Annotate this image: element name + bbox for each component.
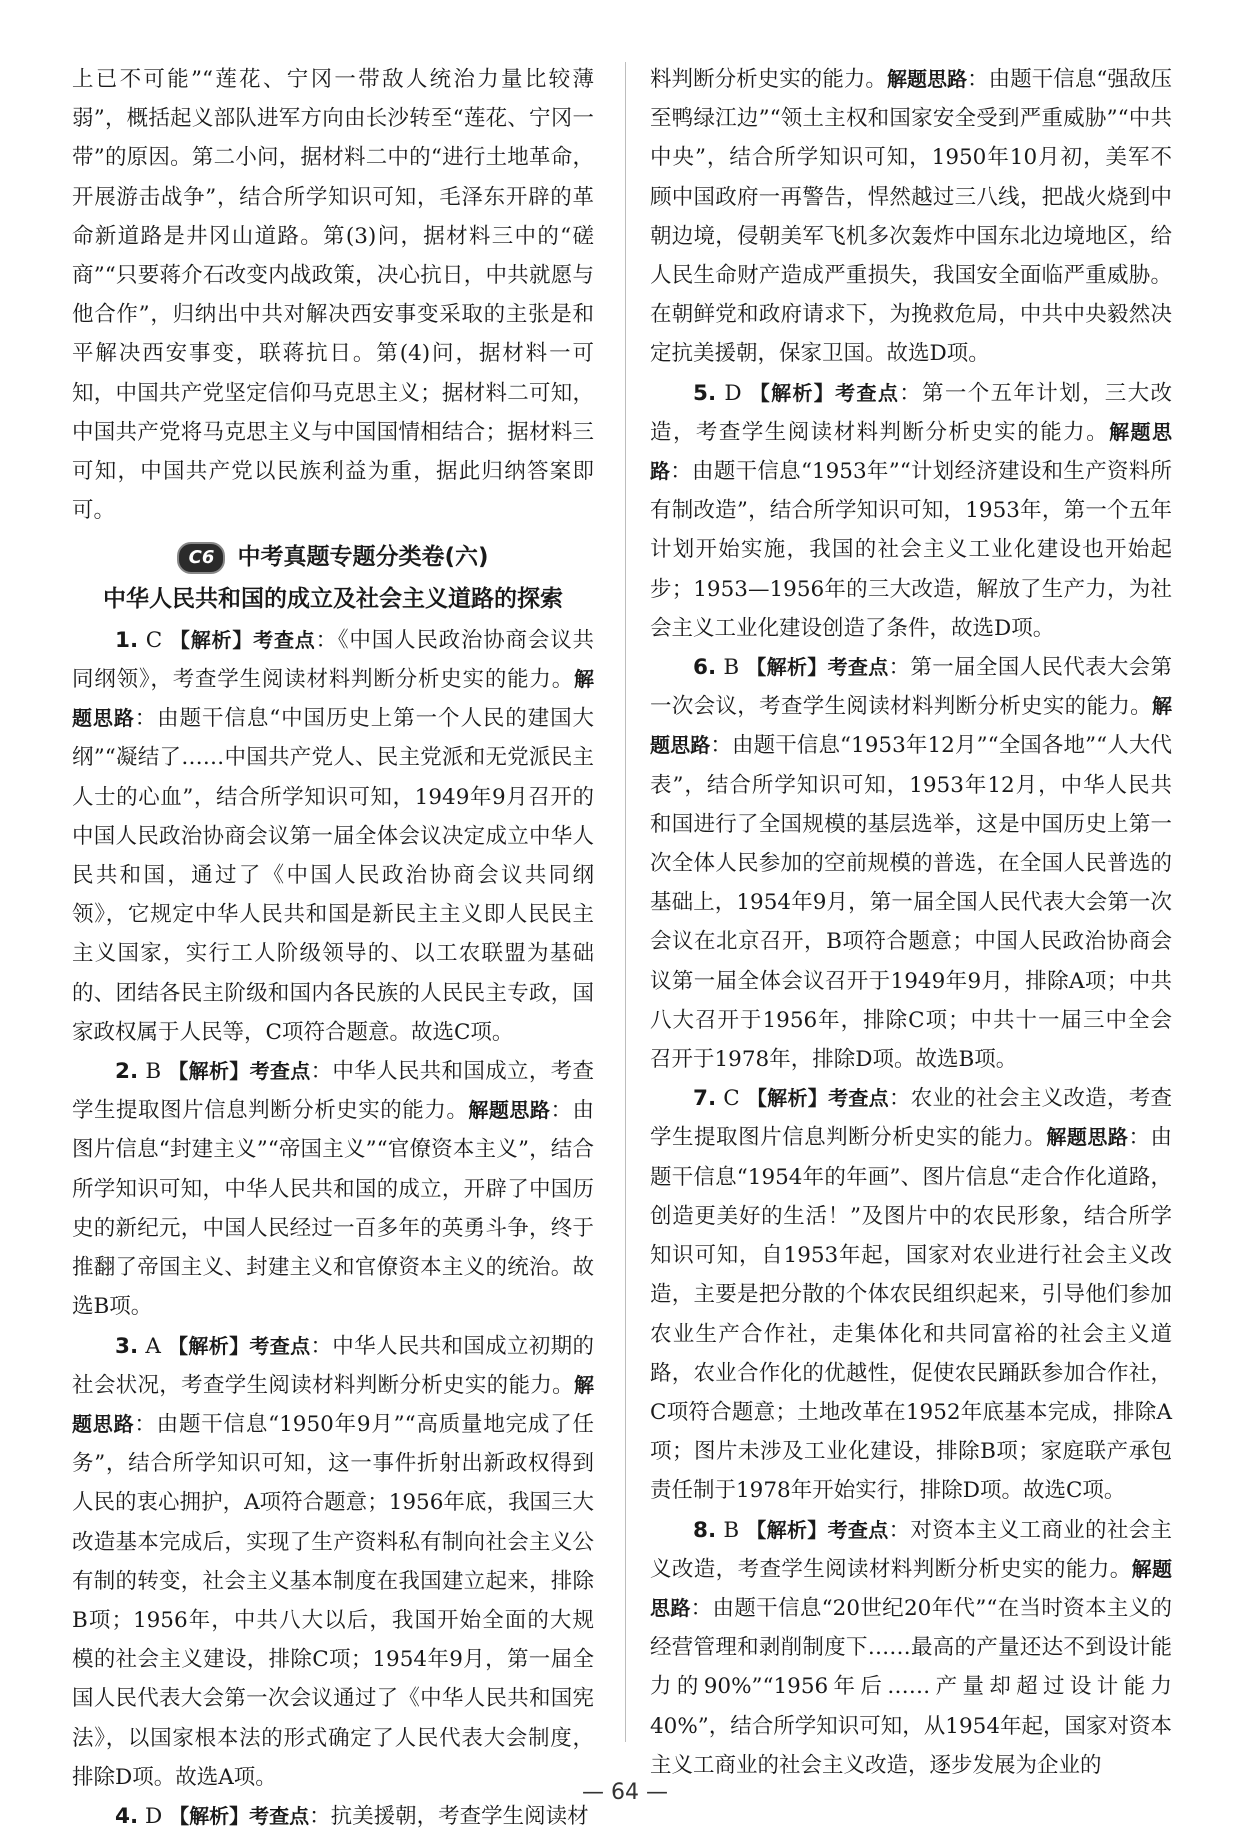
answer-item-1	[72, 621, 594, 1052]
solution-label: 解题思路	[650, 1556, 1172, 1620]
solution-label: 解题思路	[886, 67, 968, 91]
solution-text: ：由题干信息“1953年”“计划经济建设和生产资料所有制改造”，结合所学知识可知，1953年，第一个五年计划开始实施，我国的社会主义工业化建设也开始起步；1953—1956年的三大改造，解放了生产力，为社会主义工业化建设创造了条件，故选D项。	[650, 459, 1172, 641]
solution-label: 解题思路	[72, 1372, 594, 1436]
solution-label: 解题思路	[650, 694, 1172, 758]
item-number: 7.	[693, 1086, 717, 1112]
key-point-label: 考查点	[827, 655, 889, 680]
key-point-label: 考查点	[827, 1517, 889, 1542]
item-number: 3.	[115, 1333, 139, 1359]
analysis-tag: 【解析】	[169, 627, 254, 652]
item-answer: D	[144, 1803, 163, 1829]
item-number: 5.	[693, 380, 717, 406]
analysis-tag: 【解析】	[168, 1059, 250, 1084]
key-point-label: 考查点	[253, 627, 316, 652]
analysis-tag: 【解析】	[746, 655, 828, 680]
key-point-text: ：农业的社会主义改造，考查学生提取图片信息判断分析史实的能力。	[650, 1086, 1172, 1151]
key-point-label: 考查点	[835, 380, 900, 405]
solution-text: ：由题干信息“1953年12月”“全国各地”“人大代表”，结合所学知识可知，1953年12月，中华人民共和国进行了全国规模的基层选举，这是中国历史上第一次全体人民参加的空前规模的普选，在全国人民普选的基础上，1954年9月，第一届全国人民代表大会第一次会议在北京召开，B项符合题意；中国人民政治协商会议第一届全体会议召开于1949年9月，排除A项；中共八大召开于1956年，排除C项；中共十一届三中全会召开于1978年，排除D项。故选B项。	[650, 733, 1172, 1073]
continued-paragraph: 上已不可能”“莲花、宁冈一带敌人统治力量比较薄弱”，概括起义部队进军方向由长沙转至“莲花、宁冈一带”的原因。第二小问，据材料二中的“进行土地革命，开展游击战争”，结合所学知识可知，毛泽东开辟的革命新道路是井冈山道路。第(3)问，据材料三中的“磋商”“只要蒋介石改变内战政策，决心抗日，中共就愿与他合作”，归纳出中共对解决西安事变采取的主张是和平解决西安事变，联蒋抗日。第(4)问，据材料一可知，中国共产党坚定信仰马克思主义；据材料二可知，中国共产党将马克思主义与中国国情相结合；据材料三可知，中国共产党以民族利益为重，据此归纳答案即可。	[72, 67, 594, 524]
key-point-text: ：第一届全国人民代表大会第一次会议，考查学生阅读材料判断分析史实的能力。	[650, 655, 1173, 720]
key-point-text: ：第一个五年计划，三大改造，考查学生阅读材料判断分析史实的能力。	[650, 380, 1173, 445]
solution-label: 解题思路	[72, 667, 594, 731]
solution-label: 解题思路	[650, 419, 1173, 484]
answer-item-7	[650, 1079, 1172, 1510]
item-number: 4.	[115, 1803, 139, 1829]
section-subtitle: 中华人民共和国的成立及社会主义道路的探索	[103, 585, 563, 612]
solution-text: ：由题干信息“强敌压至鸭绿江边”“领土主权和国家安全受到严重威胁”“中共中央”，结合所学知识可知，1950年10月初，美军不顾中国政府一再警告，悍然越过三八线，把战火烧到中朝边境，侵朝美军飞机多次轰炸中国东北边境地区，给人民生命财产造成严重损失，我国安全面临严重威胁。在朝鲜党和政府请求下，为挽救危局，中共中央毅然决定抗美援朝，保家卫国。故选D项。	[650, 67, 1172, 367]
analysis-tag: 【解析】	[749, 380, 836, 405]
key-point-label: 考查点	[249, 1059, 311, 1084]
key-point-label: 考查点	[828, 1086, 889, 1111]
item-number: 2.	[115, 1059, 139, 1085]
item-answer: C	[145, 627, 163, 653]
answer-item-3	[72, 1327, 594, 1797]
solution-text: ：由题干信息“中国历史上第一个人民的建国大纲”“凝结了……中国共产党人、民主党派和无党派民主人士的心血”，结合所学知识可知，1949年9月召开的中国人民政治协商会议第一届全体会议决定成立中华人民共和国，通过了《中国人民政治协商会议共同纲领》，它规定中华人民共和国是新民主主义即人民民主主义国家，实行工人阶级领导的、以工农联盟为基础的、团结各民主阶级和国内各民族的人民民主专政，国家政权属于人民等，C项符合题意。故选C项。	[72, 706, 595, 1045]
key-point-text: ：中华人民共和国成立，考查学生提取图片信息判断分析史实的能力。	[72, 1059, 595, 1124]
column-divider	[625, 62, 626, 1742]
item-number: 1.	[115, 627, 139, 653]
solution-text: ：由题干信息“1950年9月”“高质量地完成了任务”，结合所学知识可知，这一事件折射出新政权得到人民的衷心拥护，A项符合题意；1956年底，我国三大改造基本完成后，实现了生产资料私有制向社会主义公有制的转变，社会主义基本制度在我国建立起来，排除B项；1956年，中共八大以后，我国开始全面的大规模的社会主义建设，排除C项；1954年9月，第一届全国人民代表大会第一次会议通过了《中华人民共和国宪法》，以国家根本法的形式确定了人民代表大会制度，排除D项。故选A项。	[72, 1411, 594, 1790]
analysis-tag: 【解析】	[169, 1803, 250, 1828]
key-point-text: ：抗美援朝，考查学生阅读材	[309, 1803, 589, 1829]
answer-item-6	[650, 648, 1172, 1079]
continued-text: 料判断分析史实的能力。	[650, 67, 887, 92]
analysis-tag: 【解析】	[746, 1086, 829, 1111]
analysis-tag: 【解析】	[746, 1517, 828, 1542]
item-answer: A	[145, 1333, 161, 1359]
item-answer: B	[145, 1059, 162, 1085]
right-column	[650, 60, 1172, 1785]
solution-text: ：由题干信息“20世纪20年代”“在当时资本主义的经营管理和剥削制度下……最高的产量还达不到设计能力的90%”“1956年后……产量却超过设计能力40%”，结合所学知识可知，从1954年起，国家对资本主义工商业的社会主义改造，逐步发展为企业的	[650, 1595, 1172, 1778]
key-point-text: ：对资本主义工商业的社会主义改造，考查学生阅读材料判断分析史实的能力。	[650, 1517, 1173, 1582]
solution-label: 解题思路	[468, 1098, 551, 1123]
solution-label: 解题思路	[1046, 1125, 1129, 1150]
answer-item-5	[650, 374, 1172, 648]
left-column	[72, 60, 594, 1836]
page-number: — 64 —	[582, 1780, 668, 1805]
item-answer: B	[723, 655, 740, 681]
item-number: 6.	[693, 655, 717, 681]
key-point-text: ：中华人民共和国成立初期的社会状况，考查学生阅读材料判断分析史实的能力。	[72, 1333, 595, 1398]
solution-text: ：由题干信息“1954年的年画”、图片信息“走合作化道路，创造更美好的生活！”及图片中的农民形象，结合所学知识可知，自1953年起，国家对农业进行社会主义改造，主要是把分散的个体农民组织起来，引导他们参加农业生产合作社，走集体化和共同富裕的社会主义道路，农业合作化的优越性，促使农民踊跃参加合作社，C项符合题意；土地改革在1952年底基本完成，排除A项；图片未涉及工业化建设，排除B项；家庭联产承包责任制于1978年开始实行，排除D项。故选C项。	[650, 1125, 1172, 1504]
answer-item-2	[72, 1052, 594, 1326]
item-answer: B	[723, 1517, 740, 1543]
answer-item-4-continued	[650, 60, 1172, 374]
key-point-text: ：《中国人民政治协商会议共同纲领》，考查学生阅读材料判断分析史实的能力。	[72, 627, 595, 693]
section-badge: C6	[177, 542, 225, 574]
section-title: 中考真题专题分类卷(六)	[237, 544, 489, 571]
analysis-tag: 【解析】	[168, 1333, 250, 1358]
section-heading	[72, 538, 594, 577]
answer-item-8	[650, 1511, 1172, 1785]
solution-text: ：由图片信息“封建主义”“帝国主义”“官僚资本主义”，结合所学知识可知，中华人民共和国的成立，开辟了中国历史的新纪元，中国人民经过一百多年的英勇斗争，终于推翻了帝国主义、封建主义和官僚资本主义的统治。故选B项。	[72, 1098, 594, 1320]
key-point-label: 考查点	[249, 1333, 311, 1358]
item-answer: C	[723, 1086, 740, 1112]
item-answer: D	[724, 380, 742, 406]
item-number: 8.	[693, 1517, 717, 1543]
key-point-label: 考查点	[249, 1803, 310, 1828]
